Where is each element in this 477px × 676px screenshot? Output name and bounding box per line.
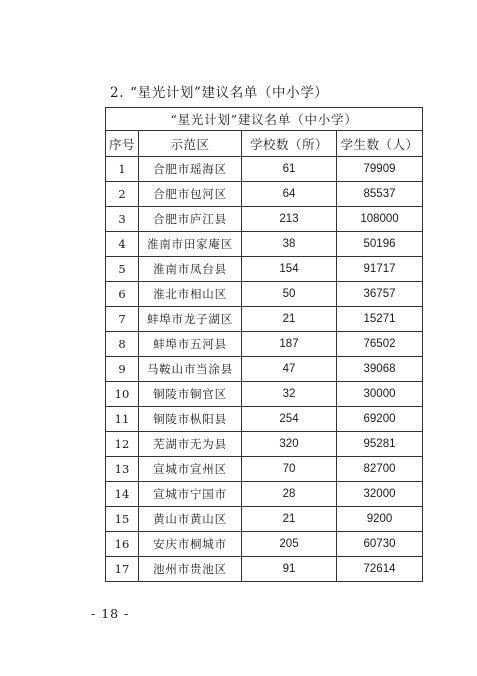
cell-schools: 50 (242, 282, 337, 307)
cell-index: 6 (106, 282, 139, 307)
cell-index: 10 (106, 382, 139, 407)
cell-students: 72614 (337, 557, 423, 582)
cell-students: 15271 (337, 307, 423, 332)
table-caption: “星光计划”建议名单（中小学） (106, 108, 423, 131)
table-row (106, 507, 423, 532)
cell-schools: 154 (242, 257, 337, 282)
cell-schools: 28 (242, 482, 337, 507)
cell-schools: 38 (242, 232, 337, 257)
cell-students: 69200 (337, 407, 423, 432)
table-row (106, 357, 423, 382)
table-row (106, 257, 423, 282)
cell-index: 5 (106, 257, 139, 282)
cell-index: 16 (106, 532, 139, 557)
cell-schools: 70 (242, 457, 337, 482)
cell-district: 马鞍山市当涂县 (139, 357, 242, 382)
table-row (106, 457, 423, 482)
cell-district: 池州市贵池区 (139, 557, 242, 582)
cell-index: 1 (106, 157, 139, 182)
cell-schools: 91 (242, 557, 337, 582)
cell-schools: 205 (242, 532, 337, 557)
nomination-table (105, 107, 423, 582)
cell-students: 39068 (337, 357, 423, 382)
cell-students: 85537 (337, 182, 423, 207)
table-row (106, 282, 423, 307)
table-row (106, 232, 423, 257)
cell-students: 91717 (337, 257, 423, 282)
cell-district: 淮南市田家庵区 (139, 232, 242, 257)
cell-schools: 187 (242, 332, 337, 357)
cell-schools: 64 (242, 182, 337, 207)
page-number: - 18 - (91, 606, 130, 621)
cell-index: 7 (106, 307, 139, 332)
header-students: 学生数（人） (337, 131, 423, 157)
cell-students: 9200 (337, 507, 423, 532)
cell-index: 12 (106, 432, 139, 457)
table-row (106, 307, 423, 332)
cell-index: 17 (106, 557, 139, 582)
table-row (106, 157, 423, 182)
cell-district: 安庆市桐城市 (139, 532, 242, 557)
section-title: “星光计划”建议名单（中小学） (130, 85, 329, 101)
table-row (106, 482, 423, 507)
cell-students: 76502 (337, 332, 423, 357)
table-caption-row (106, 108, 423, 131)
table-row (106, 382, 423, 407)
cell-district: 合肥市庐江县 (139, 207, 242, 232)
table-row (106, 432, 423, 457)
cell-index: 14 (106, 482, 139, 507)
cell-district: 合肥市包河区 (139, 182, 242, 207)
cell-index: 3 (106, 207, 139, 232)
cell-district: 淮南市凤台县 (139, 257, 242, 282)
table-row (106, 207, 423, 232)
cell-index: 15 (106, 507, 139, 532)
header-district: 示范区 (139, 131, 242, 157)
cell-students: 108000 (337, 207, 423, 232)
section-heading (110, 81, 328, 101)
cell-district: 合肥市瑶海区 (139, 157, 242, 182)
cell-district: 铜陵市铜官区 (139, 382, 242, 407)
cell-district: 黄山市黄山区 (139, 507, 242, 532)
cell-schools: 254 (242, 407, 337, 432)
cell-index: 9 (106, 357, 139, 382)
cell-district: 宣城市宣州区 (139, 457, 242, 482)
cell-district: 宣城市宁国市 (139, 482, 242, 507)
cell-index: 2 (106, 182, 139, 207)
cell-index: 13 (106, 457, 139, 482)
cell-students: 79909 (337, 157, 423, 182)
cell-index: 8 (106, 332, 139, 357)
table-row (106, 532, 423, 557)
header-schools: 学校数（所） (242, 131, 337, 157)
cell-schools: 47 (242, 357, 337, 382)
cell-district: 淮北市相山区 (139, 282, 242, 307)
cell-schools: 21 (242, 307, 337, 332)
table-header-row (106, 131, 423, 157)
table-row (106, 557, 423, 582)
cell-students: 95281 (337, 432, 423, 457)
cell-schools: 320 (242, 432, 337, 457)
cell-students: 30000 (337, 382, 423, 407)
cell-district: 蚌埠市龙子湖区 (139, 307, 242, 332)
header-index: 序号 (106, 131, 139, 157)
cell-district: 蚌埠市五河县 (139, 332, 242, 357)
cell-schools: 213 (242, 207, 337, 232)
section-number: 2. (110, 85, 125, 101)
cell-students: 82700 (337, 457, 423, 482)
cell-students: 50196 (337, 232, 423, 257)
cell-index: 4 (106, 232, 139, 257)
table-row (106, 332, 423, 357)
cell-students: 60730 (337, 532, 423, 557)
cell-district: 芜湖市无为县 (139, 432, 242, 457)
cell-schools: 21 (242, 507, 337, 532)
cell-district: 铜陵市枞阳县 (139, 407, 242, 432)
cell-students: 32000 (337, 482, 423, 507)
table-row (106, 407, 423, 432)
cell-schools: 32 (242, 382, 337, 407)
cell-students: 36757 (337, 282, 423, 307)
cell-index: 11 (106, 407, 139, 432)
table-row (106, 182, 423, 207)
cell-schools: 61 (242, 157, 337, 182)
